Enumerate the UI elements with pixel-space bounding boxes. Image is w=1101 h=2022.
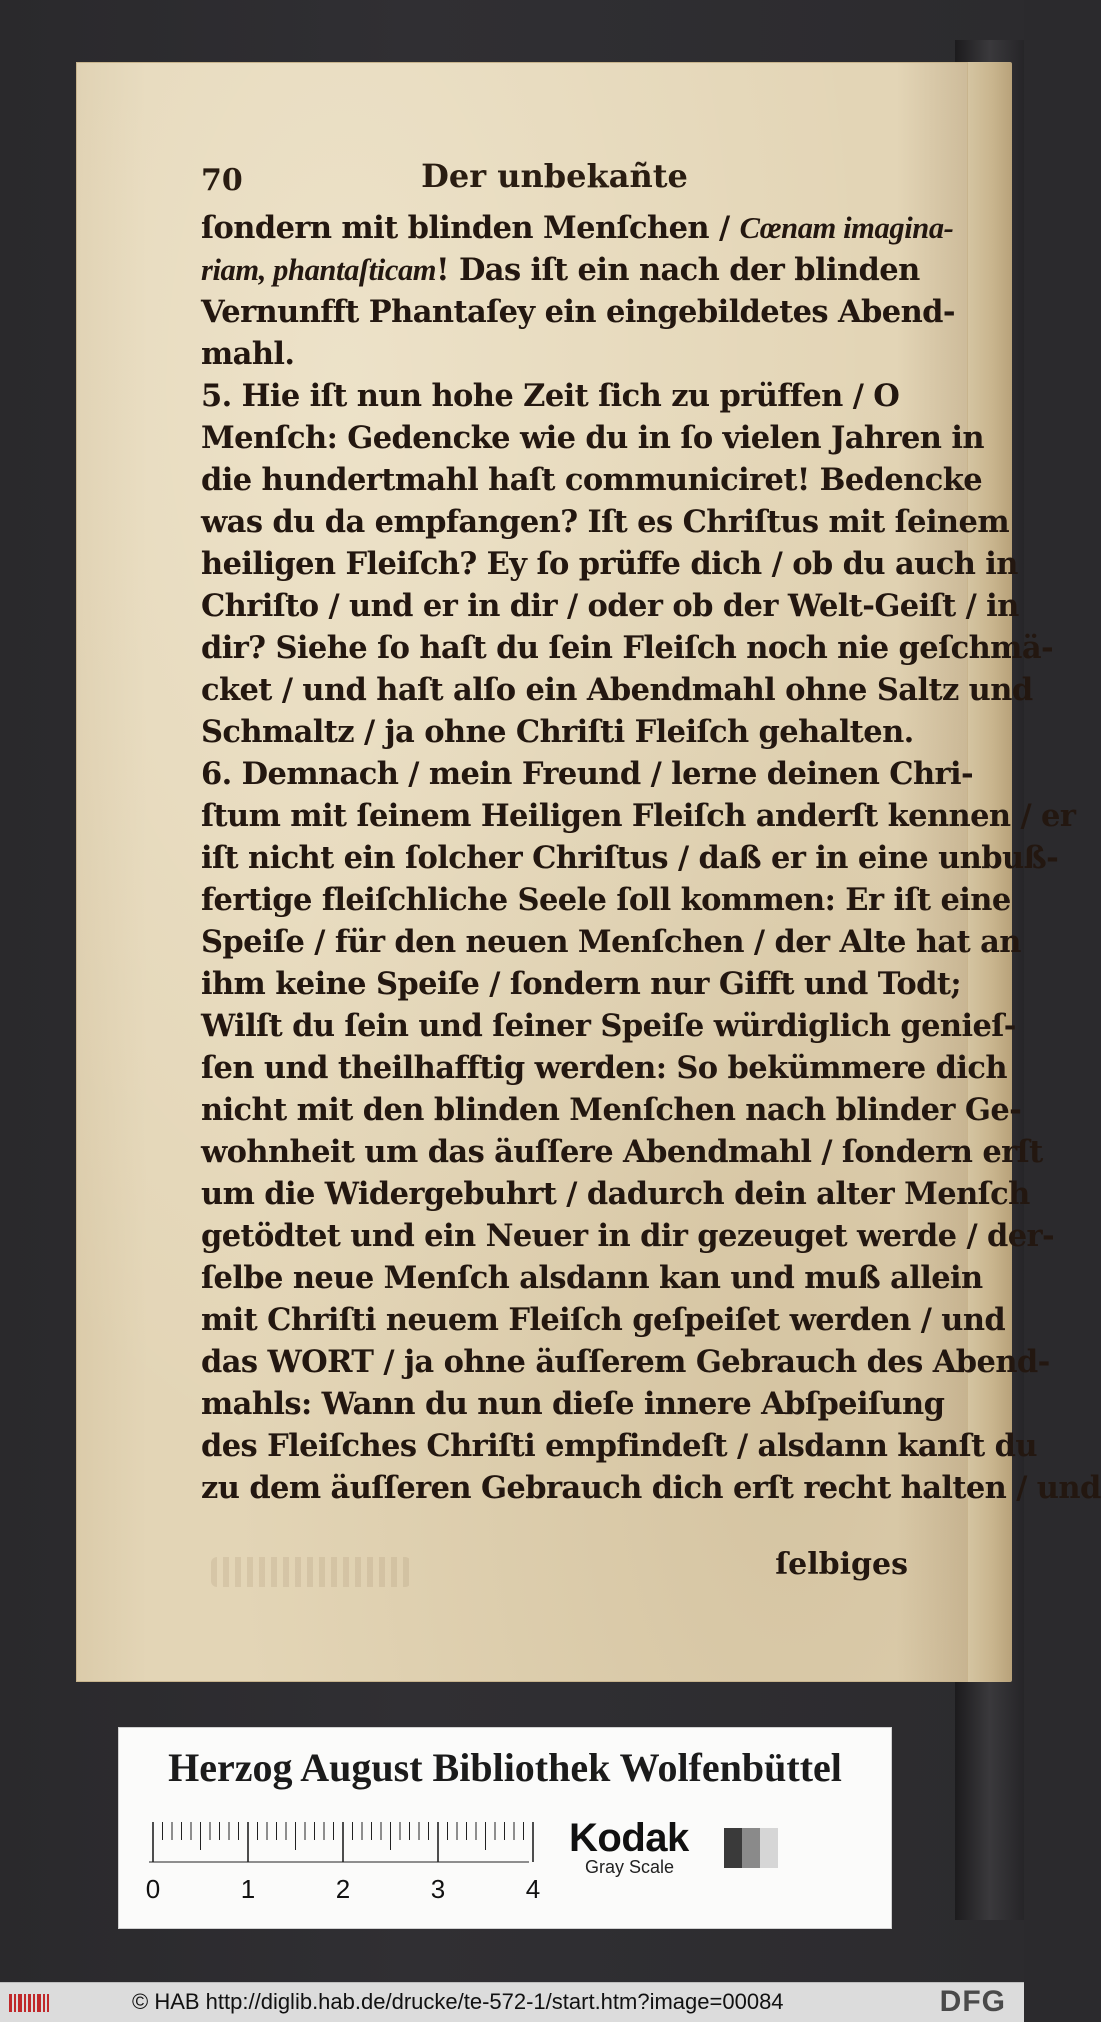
ruler-number: 1 [240,1874,256,1904]
line-text: ſen und theilhafftig werden: So bekümmere dich [201,1050,1007,1086]
text-line [201,1173,1030,1215]
line-text: 6. Demnach / mein Freund / lerne deinen Chri- [201,756,974,792]
line-text: ſelbe neue Menſch alsdann kan und muß allein [201,1260,983,1296]
kodak-logo: Kodak [569,1816,689,1860]
gray-patch-dark [724,1828,742,1868]
gray-scale-patch [724,1828,778,1868]
line-text: cket / und haſt alſo ein Abendmahl ohne Saltz und [201,672,1033,708]
dfg-logo: DFG [939,1985,1006,2018]
text-line [201,1425,1037,1467]
text-line [201,1215,1055,1257]
catchword: ſelbiges [775,1547,908,1582]
kodak-brand [569,1816,689,1878]
book-page [76,62,1101,1682]
line-text: getödtet und ein Neuer in dir gezeuget werde / der- [201,1218,1055,1254]
text-line [201,711,914,753]
footer-bar [0,1982,1024,2022]
text-line [201,963,961,1005]
running-title: Der unbekañte [421,157,688,195]
line-text: ihm keine Speiſe / ſondern nur Gifft und Todt; [201,966,961,1002]
line-text: iſt nicht ein ſolcher Chriſtus / daß er in eine unbuß- [201,840,1059,876]
line-text: mahl. [201,336,295,372]
text-line [201,1257,983,1299]
ruler-number: 0 [145,1874,161,1904]
text-line [201,1047,1007,1089]
text-line [201,501,1009,543]
line-text: ſondern mit blinden Menſchen / [201,210,740,246]
text-line [201,249,920,291]
text-line [201,1383,945,1425]
text-line [201,795,1076,837]
library-name: Herzog August Bibliothek Wolfenbüttel [168,1745,842,1790]
body-text [201,207,1101,1509]
ruler-number: 4 [525,1874,541,1904]
text-line [201,375,911,417]
text-line [201,1089,1022,1131]
line-text: Speiſe / für den neuen Menſchen / der Alte hat an [201,924,1021,960]
line-text: fertige fleiſchliche Seele ſoll kommen: Er iſt eine [201,882,1011,918]
text-line [201,879,1011,921]
line-text: um die Widergebuhrt / dadurch dein alter Menſch [201,1176,1030,1212]
line-text: Vernunfft Phantaſey ein eingebildetes Abend- [201,294,955,330]
ruler-number: 2 [335,1874,351,1904]
text-line [201,837,1059,879]
line-text: dir? Siehe ſo haſt du ſein Fleiſch noch nie geſchmä- [201,630,1054,666]
text-line [201,333,911,375]
library-label-card [118,1727,892,1929]
text-line [201,1131,1043,1173]
line-text: zu dem äuſſeren Gebrauch dich erſt recht halten / und [201,1470,1101,1506]
text-line [201,669,1033,711]
text-line [201,1467,1101,1509]
text-line [201,543,1018,585]
scale-ruler [145,1818,541,1908]
line-text: 5. Hie iſt nun hohe Zeit ſich zu prüffen / O [201,378,900,414]
line-text: ! Das iſt ein nach der blinden [436,252,920,288]
line-text: was du da empfangen? Iſt es Chriſtus mit ſeinem [201,504,1009,540]
scale-ruler-graphic [145,1818,541,1908]
text-line [201,1005,1016,1047]
line-text: die hundertmahl haſt communiciret! Bedencke [201,462,983,498]
ruler-number: 3 [430,1874,446,1904]
line-text: heiligen Fleiſch? Ey ſo prüffe dich / ob du auch in [201,546,1018,582]
text-line [201,1341,1050,1383]
gray-patch-mid [742,1828,760,1868]
text-line [201,207,954,249]
line-text: Chriſto / und er in dir / oder ob der Welt-Geiſt / in [201,588,1019,624]
text-line [201,291,955,333]
gray-patch-light [760,1828,778,1868]
line-text: mahls: Wann du nun dieſe innere Abſpeiſung [201,1386,945,1422]
line-text: Schmaltz / ja ohne Chriſti Fleiſch gehalten. [201,714,914,750]
text-line [201,1299,1006,1341]
footer-copyright-url[interactable]: © HAB http://diglib.hab.de/drucke/te-572-1/start.htm?image=00084 [132,1989,784,2014]
text-line [201,417,984,459]
text-line [201,921,1021,963]
line-text: des Fleiſches Chriſti empfindeſt / alsdann kanſt du [201,1428,1037,1464]
hab-barcode-logo-icon [8,1991,50,2015]
page-number: 70 [201,163,243,198]
text-line [201,585,1019,627]
ink-bleed [211,1557,411,1587]
latin-phrase: riam, phantaſticam [201,253,437,287]
text-line [201,459,983,501]
line-text: ſtum mit ſeinem Heiligen Fleiſch anderſt kennen / er [201,798,1076,834]
page-header [201,157,908,207]
text-line [201,753,974,795]
line-text: Wilſt du ſein und ſeiner Speiſe würdiglich genieſ- [201,1008,1016,1044]
line-text: mit Chriſti neuem Fleiſch geſpeiſet werden / und [201,1302,1006,1338]
line-text: nicht mit den blinden Menſchen nach blinder Ge- [201,1092,1022,1128]
kodak-subtitle: Gray Scale [585,1857,675,1877]
latin-phrase: Cœnam imagina- [739,211,954,245]
line-text: Menſch: Gedencke wie du in ſo vielen Jahren in [201,420,984,456]
line-text: wohnheit um das äuſſere Abendmahl / ſondern erſt [201,1134,1043,1170]
line-text: das WORT / ja ohne äuſſerem Gebrauch des Abend- [201,1344,1050,1380]
text-line [201,627,1054,669]
